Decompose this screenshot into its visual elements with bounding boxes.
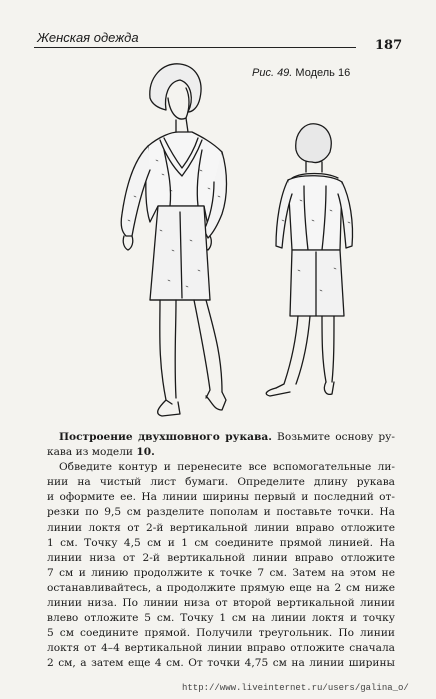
body-line: 7 см и линию продолжите к точке 7 см. Затем на этом не [47, 566, 395, 579]
page-header-title: Женская одежда [37, 30, 139, 45]
body-text [47, 430, 395, 672]
body-line: 2 см, а затем еще 4 см. От точки 4,75 см на линии ширины [47, 657, 395, 670]
figure-title: Модель 16 [295, 67, 351, 79]
body-line: влево отложите 5 см. Точку 1 см на линии локтя и точку [47, 612, 395, 625]
source-url-link[interactable]: http://www.liveinternet.ru/users/galina_o/ [182, 683, 409, 693]
body-line: 5 см соедините прямой. Получили треугольник. По линии [47, 627, 395, 640]
body-line: и оформите ее. На линии ширины первый и последний от- [47, 491, 395, 504]
front-figure [121, 64, 226, 416]
body-line: линии низа. По линии низа от второй вертикальной линии [47, 597, 395, 610]
text-run: кава из модели [47, 446, 133, 459]
section-heading: Построение двухшовного рукава. [59, 431, 272, 443]
page-number: 187 [375, 38, 403, 53]
body-line: останавливайтесь, а продолжите прямую еще на 2 см ниже [47, 581, 395, 594]
body-line: линии низа от 2-й вертикальной линии вправо отложите [47, 551, 395, 564]
model-number: 10. [136, 446, 155, 459]
body-line: линии локтя от 2-й вертикальной линии вправо отложите [47, 521, 395, 534]
body-line: локтя от 4–4 вертикальной линии вправо отложите сначала [47, 642, 395, 655]
figure-label: Рис. 49. [252, 67, 293, 79]
body-line [47, 430, 395, 445]
body-line [47, 445, 395, 460]
body-line: Обведите контур и перенесите все вспомогательные ли- [59, 461, 395, 474]
body-line: резки по 9,5 см разделите пополам и поставьте точки. На [47, 506, 395, 519]
body-line: 1 см. Точку 4,5 см и 1 см соедините прямой линией. На [47, 536, 395, 549]
back-figure [266, 124, 352, 396]
text-run: Возьмите основу ру- [277, 431, 395, 443]
body-line: нии на чистый лист бумаги. Определите длину рукава [47, 476, 395, 489]
